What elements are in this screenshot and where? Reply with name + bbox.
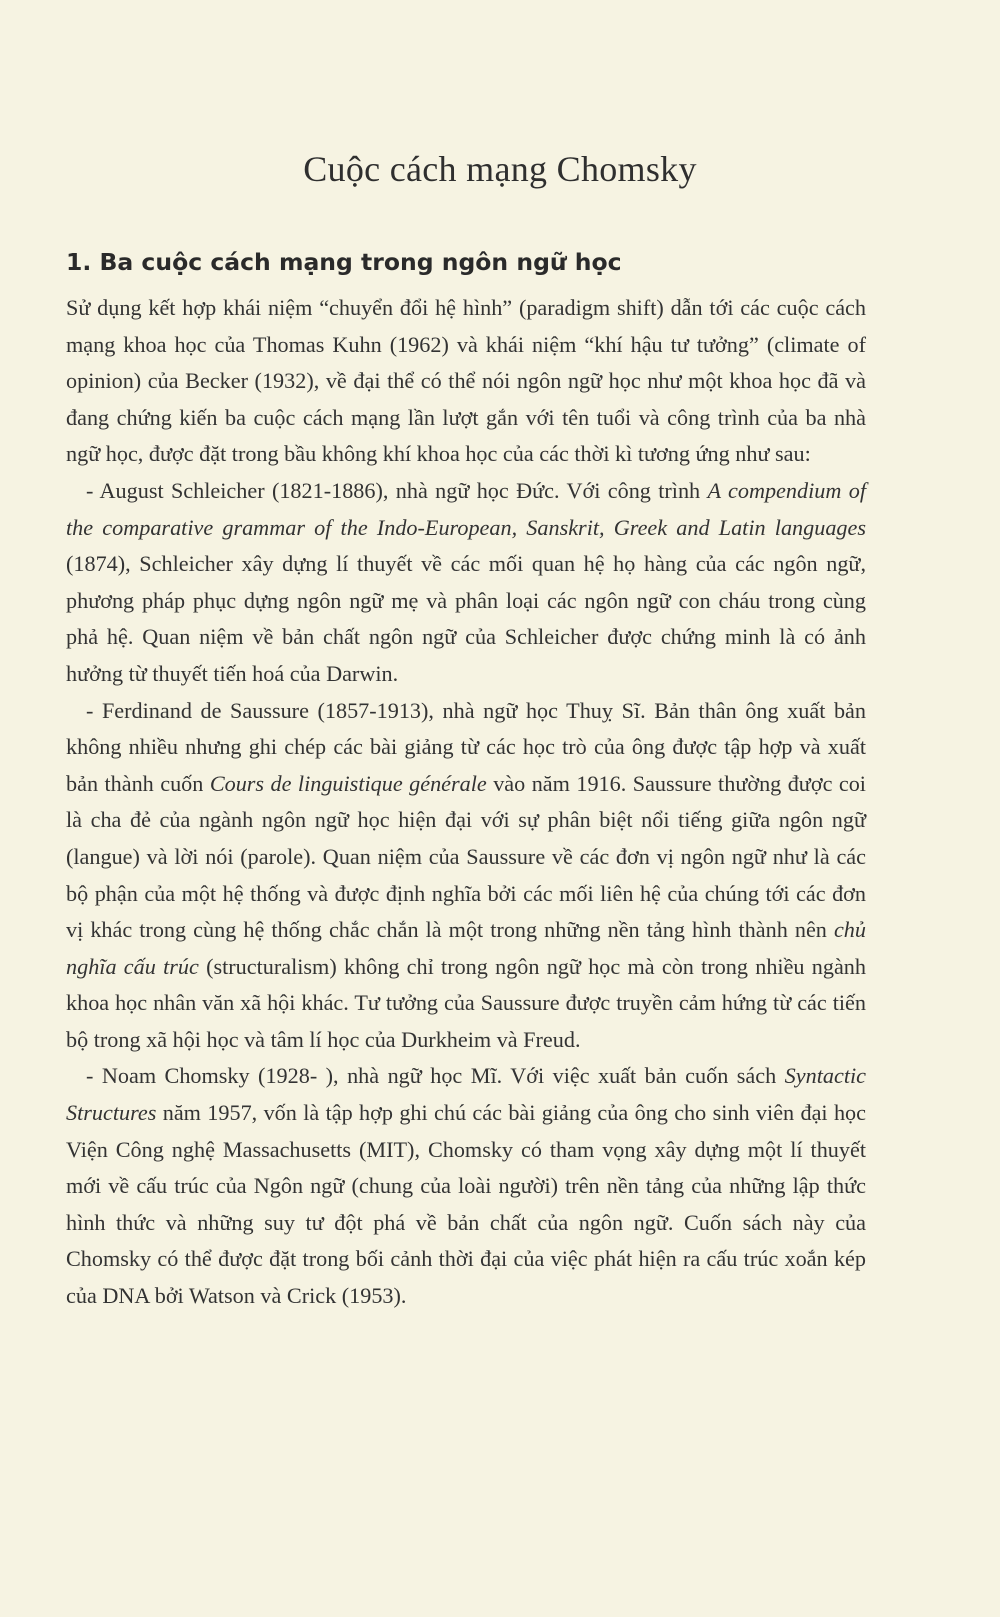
section-heading: 1. Ba cuộc cách mạng trong ngôn ngữ học [66, 248, 622, 276]
text-run: vào năm 1916. Saussure thường được coi là cha đẻ của ngành ngôn ngữ học hiện đại với sự phân biệt nổi tiếng giữa ngôn ngữ (langue) và lời nói (parole). Quan niệm của Saussure về các đơn vị ngôn ngữ như là các bộ phận của một hệ thống và được định nghĩa bởi các mối liên hệ của chúng tới các đơn vị khác trong cùng hệ thống chắc chắn là một trong những nền tảng hình thành nên [66, 770, 866, 943]
text-run: - August Schleicher (1821-1886), nhà ngữ học Đức. Với công trình [86, 477, 708, 503]
term-italic: chủ nghĩa cấu trúc [66, 917, 866, 979]
text-run: - Noam Chomsky (1928- ), nhà ngữ học Mĩ. Với việc xuất bản cuốn sách [86, 1063, 785, 1089]
paragraph-saussure [66, 693, 866, 1059]
text-run: (1874), Schleicher xây dựng lí thuyết về các mối quan hệ họ hàng của các ngôn ngữ, phương pháp phục dựng ngôn ngữ mẹ và phân loại các ngôn ngữ con cháu trong cùng phả hệ. Quan niệm về bản chất ngôn ngữ của Schleicher được chứng minh là có ảnh hưởng từ thuyết tiến hoá của Darwin. [66, 551, 866, 686]
body-text [66, 290, 866, 1315]
book-title-italic: Syntactic Structures [66, 1063, 866, 1126]
text-run: năm 1957, vốn là tập hợp ghi chú các bài giảng của ông cho sinh viên đại học Viện Công nghệ Massachusetts (MIT), Chomsky có tham vọng xây dựng một lí thuyết mới về cấu trúc của Ngôn ngữ (chung của loài người) trên nền tảng của những lập thức hình thức và những suy tư đột phá về bản chất của ngôn ngữ. Cuốn sách này của Chomsky có thể được đặt trong bối cảnh thời đại của việc phát hiện ra cấu trúc xoắn kép của DNA bởi Watson và Crick (1953). [66, 1100, 866, 1309]
chapter-title: Cuộc cách mạng Chomsky [303, 149, 697, 189]
text-run: (structuralism) không chỉ trong ngôn ngữ học mà còn trong nhiều ngành khoa học nhân văn xã hội khác. Tư tưởng của Saussure được truyền cảm hứng từ các tiến bộ trong xã hội học và tâm lí học của Durkheim và Freud. [66, 953, 866, 1052]
intro-paragraph: Sử dụng kết hợp khái niệm “chuyển đổi hệ hình” (paradigm shift) dẫn tới các cuộc cách mạng khoa học của Thomas Kuhn (1962) và khái niệm “khí hậu tư tưởng” (climate of opinion) của Becker (1932), về đại thể có thể nói ngôn ngữ học như một khoa học đã và đang chứng kiến ba cuộc cách mạng lần lượt gắn với tên tuổi và công trình của ba nhà ngữ học, được đặt trong bầu không khí khoa học của các thời kì tương ứng như sau: [66, 295, 866, 467]
book-title-italic: Cours de linguistique générale [209, 770, 487, 796]
paragraph-schleicher [66, 473, 866, 693]
paragraph-chomsky [66, 1058, 866, 1314]
text-run: - Ferdinand de Saussure (1857-1913), nhà ngữ học Thuỵ Sĩ. Bản thân ông xuất bản không nhiều nhưng ghi chép các bài giảng từ các học trò của ông được tập hợp và xuất bản thành cuốn [66, 697, 866, 796]
book-title-italic: A compendium of the comparative grammar of the Indo-European, Sanskrit, Greek and Latin languages [66, 477, 866, 540]
